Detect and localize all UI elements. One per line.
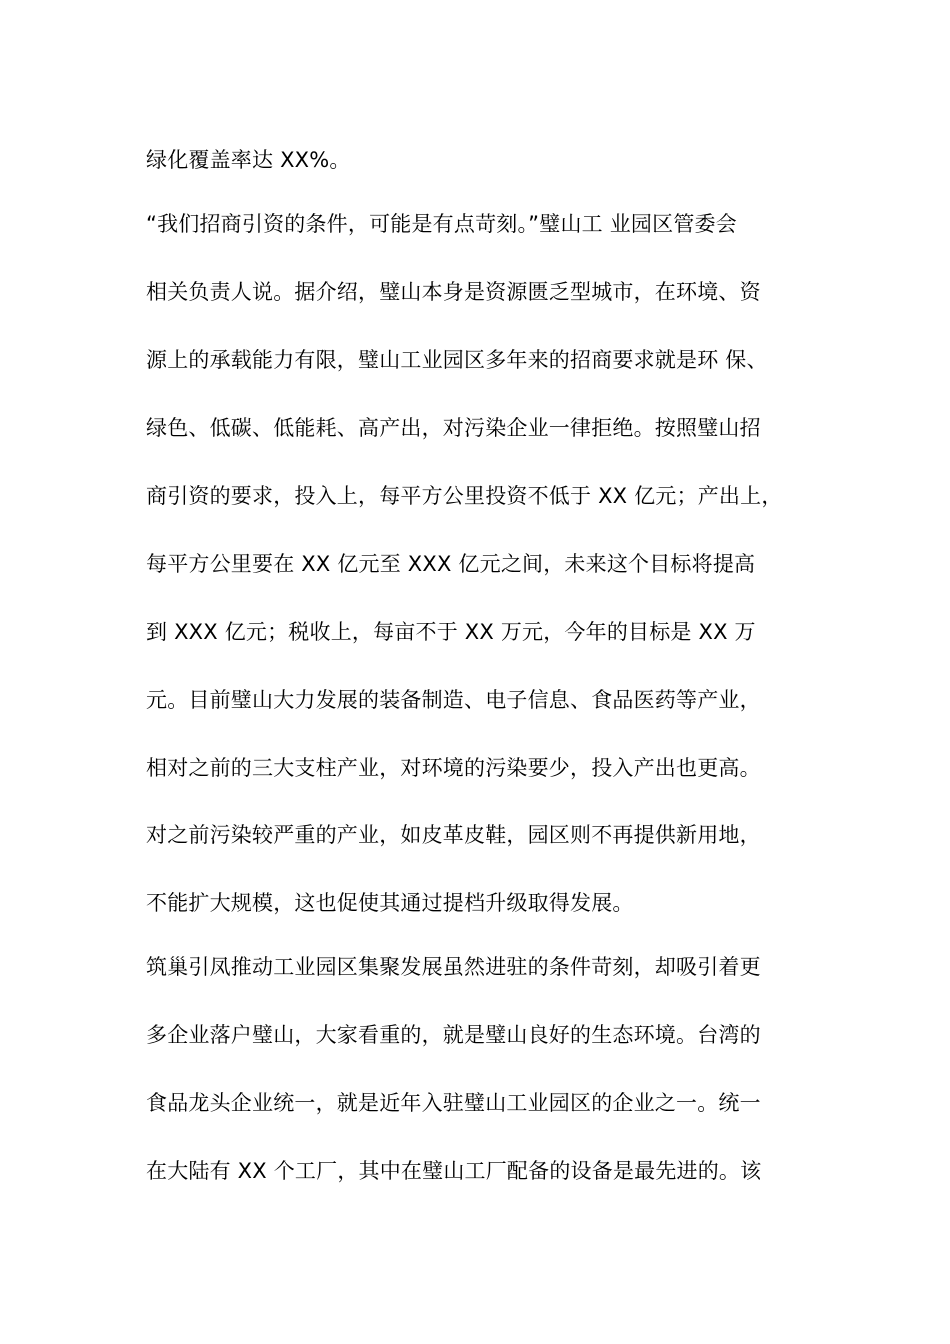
text-line: 在大陆有 XX 个工厂，其中在璧山工厂配备的设备是最先进的。该 [146, 1159, 762, 1183]
text-line: 绿化覆盖率达 XX%。 [146, 148, 351, 172]
text-line: 源上的承载能力有限，璧山工业园区多年来的招商要求就是环 保、 [146, 348, 768, 372]
text-line: 每平方公里要在 XX 亿元至 XXX 亿元之间，未来这个目标将提高 [146, 552, 756, 576]
text-line: 不能扩大规模，这也促使其通过提档升级取得发展。 [146, 891, 634, 915]
text-line: 多企业落户璧山，大家看重的，就是璧山良好的生态环境。台湾的 [146, 1023, 761, 1047]
text-line: 元。目前璧山大力发展的装备制造、电子信息、食品医药等产业， [146, 688, 761, 712]
text-line: 绿色、低碳、低能耗、高产出，对污染企业一律拒绝。按照璧山招 [146, 416, 761, 440]
text-line: 商引资的要求，投入上，每平方公里投资不低于 XX 亿元；产出上， [146, 484, 783, 508]
text-line: “我们招商引资的条件，可能是有点苛刻。”璧山工 业园区管委会 [146, 212, 737, 236]
text-line: 相对之前的三大支柱产业，对环境的污染要少，投入产出也更高。 [146, 756, 761, 780]
text-line: 到 XXX 亿元；税收上，每亩不于 XX 万元，今年的目标是 XX 万 [146, 620, 756, 644]
text-line: 对之前污染较严重的产业，如皮革皮鞋，园区则不再提供新用地， [146, 823, 761, 847]
text-line: 食品龙头企业统一，就是近年入驻璧山工业园区的企业之一。统一 [146, 1091, 761, 1115]
text-line: 筑巢引凤推动工业园区集聚发展虽然进驻的条件苛刻，却吸引着更 [146, 955, 761, 979]
text-line: 相关负责人说。据介绍，璧山本身是资源匮乏型城市，在环境、资 [146, 280, 761, 304]
